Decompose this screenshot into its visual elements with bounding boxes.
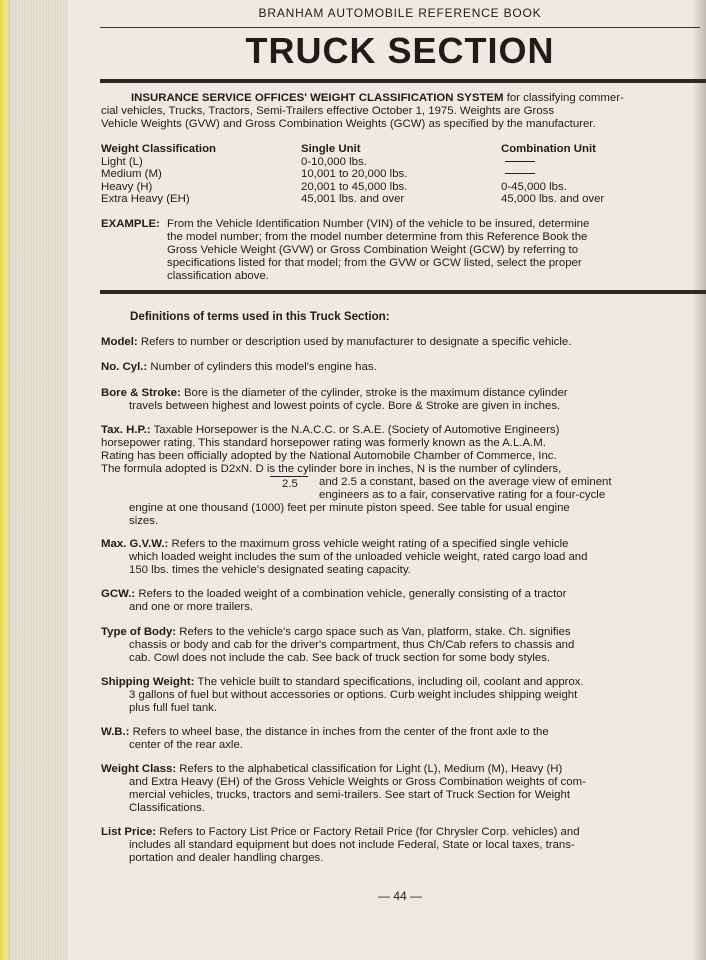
column-single-unit: [301, 143, 407, 206]
definition-text: Refers to Factory List Price or Factory Retail Price (for Chrysler Corp. vehicles) and: [159, 826, 580, 838]
example-line: From the Vehicle Identification Number (VIN) of the vehicle to be insured, determine: [167, 218, 590, 230]
intro-line-2: cial vehicles, Trucks, Tractors, Semi-Trailers effective October 1, 1975. Weights are Gross: [101, 105, 555, 117]
fraction-denominator: 2.5: [282, 478, 298, 490]
dash-mark: [505, 173, 535, 174]
definition-cont: center of the rear axle.: [129, 739, 243, 751]
definition-cont: chassis or body and cab for the driver's compartment, thus Ch/Cab refers to chassis and: [129, 639, 575, 651]
example-text: [167, 218, 701, 283]
taxhp-line: horsepower rating. This standard horsepower rating was formerly known as the A.L.A.M.: [101, 437, 546, 449]
definition-cont: Classifications.: [129, 802, 205, 814]
term: Tax. H.P.:: [101, 424, 151, 436]
intro-paragraph: [101, 92, 701, 131]
definition-cont: portation and dealer handling charges.: [129, 852, 324, 864]
definition-bore-stroke: [101, 387, 701, 413]
spine-shadow: [692, 0, 706, 960]
example-line: classification above.: [167, 270, 269, 282]
intro-line-3: Vehicle Weights (GVW) and Gross Combination Weights (GCW) as specified by the manufacturer.: [101, 118, 596, 130]
title-rule: [100, 79, 706, 83]
term: Weight Class:: [101, 763, 177, 775]
definition-cont: 3 gallons of fuel but without accessories or options. Curb weight includes shipping weight: [129, 689, 578, 701]
dash-mark: [505, 161, 535, 162]
page-title: TRUCK SECTION: [245, 30, 555, 71]
definition-text: Refers to number or description used by manufacturer to designate a specific vehicle.: [140, 336, 572, 348]
taxhp-line: engineers as to a fair, conservative rating for a four-cycle: [319, 489, 606, 501]
definition-cont: which loaded weight includes the sum of the unloaded vehicle weight, rated cargo load and: [129, 551, 588, 563]
definition-text: Refers to wheel base, the distance in inches from the center of the front axle to the: [132, 726, 549, 738]
taxhp-line: Rating has been officially adopted by the National Automobile Chamber of Commerce, Inc.: [101, 450, 557, 462]
definition-cont: mercial vehicles, trucks, tractors and semi-trailers. See start of Truck Section for Weight: [129, 789, 571, 801]
header-weight-classification: Weight Classification: [101, 143, 216, 155]
definition-weight-class: [101, 763, 701, 815]
book-page-edges: [0, 0, 10, 960]
term: List Price:: [101, 826, 157, 838]
term: GCW.:: [101, 588, 136, 600]
definition-cont: and Extra Heavy (EH) of the Gross Vehicle Weights or Gross Combination weights of com-: [129, 776, 586, 788]
row-class: Light (L): [101, 155, 143, 168]
definition-cont: cab. Cowl does not include the cab. See back of truck section for some body styles.: [129, 652, 551, 664]
intro-lead: INSURANCE SERVICE OFFICES' WEIGHT CLASSIFICATION SYSTEM: [131, 92, 504, 104]
definition-type-of-body: [101, 626, 701, 665]
row-class: Extra Heavy (EH): [101, 193, 190, 205]
definition-cont: travels between highest and lowest points of cycle. Bore & Stroke are given in inches.: [129, 400, 561, 412]
row-combo-empty: [501, 156, 604, 169]
term: Bore & Stroke:: [101, 387, 181, 399]
row-single: 0-10,000 lbs.: [301, 155, 367, 168]
definition-tax-hp: [101, 424, 701, 528]
page-stack: [10, 0, 68, 960]
row-single: 45,001 lbs. and over: [301, 193, 405, 205]
running-header: BRANHAM AUTOMOBILE REFERENCE BOOK: [258, 6, 542, 20]
header-rule: [100, 27, 700, 28]
definition-cont: and one or more trailers.: [129, 601, 254, 613]
header-single-unit: Single Unit: [301, 143, 361, 155]
term: Model:: [101, 336, 138, 348]
intro-line-1: for classifying commer-: [506, 92, 624, 104]
taxhp-line: engine at one thousand (1000) feet per minute piston speed. See table for usual engine: [129, 502, 570, 514]
column-class: [101, 143, 216, 206]
taxhp-line: The formula adopted is D2xN. D is the cylinder bore in inches, N is the number of cylinders,: [101, 463, 562, 475]
term: W.B.:: [101, 726, 130, 738]
row-single: 20,001 to 45,000 lbs.: [301, 180, 408, 193]
definition-text: Refers to the alphabetical classification for Light (L), Medium (M), Heavy (H): [179, 763, 563, 775]
definition-text: Bore is the diameter of the cylinder, stroke is the maximum distance cylinder: [183, 387, 568, 399]
term: Shipping Weight:: [101, 676, 195, 688]
definition-text: Refers to the vehicle's cargo space such as Van, platform, stake. Ch. signifies: [179, 626, 571, 638]
definition-model: [101, 336, 701, 349]
definition-wb: [101, 726, 701, 752]
header-combination-unit: Combination Unit: [501, 143, 596, 155]
definition-cont: 150 lbs. times the vehicle's designated seating capacity.: [129, 564, 411, 576]
row-single: 10,001 to 20,000 lbs.: [301, 168, 408, 180]
definition-text: Refers to the maximum gross vehicle weight rating of a specified single vehicle: [171, 538, 569, 550]
fraction-bar: [270, 476, 308, 477]
section-rule: [100, 290, 706, 294]
page-number: — 44 —: [377, 889, 422, 903]
row-class: Heavy (H): [101, 180, 153, 193]
term: No. Cyl.:: [101, 361, 148, 373]
taxhp-line: sizes.: [129, 515, 159, 527]
row-combo: 45,000 lbs. and over: [501, 193, 605, 205]
example-line: the model number; from the model number determine from this Reference Book the: [167, 231, 588, 243]
definition-text: Number of cylinders this model's engine has.: [150, 361, 377, 373]
definition-max-gvw: [101, 538, 701, 577]
example-label: EXAMPLE:: [101, 218, 160, 230]
definition-gcw: [101, 588, 701, 614]
definition-text: The vehicle built to standard specifications, including oil, coolant and approx.: [197, 676, 584, 688]
definition-shipping-weight: [101, 676, 701, 715]
row-class: Medium (M): [101, 168, 162, 180]
definition-cont: includes all standard equipment but does not include Federal, State or local taxes, trans-: [129, 839, 575, 851]
definition-no-cyl: [101, 361, 701, 374]
row-combo: 0-45,000 lbs.: [501, 180, 567, 193]
term: Type of Body:: [101, 626, 177, 638]
definitions-heading: Definitions of terms used in this Truck Section:: [130, 310, 390, 323]
definition-text: Taxable Horsepower is the N.A.C.C. or S.A.E. (Society of Automotive Engineers): [153, 424, 560, 436]
definition-text: Refers to the loaded weight of a combination vehicle, generally consisting of a tractor: [138, 588, 567, 600]
row-combo-empty: [501, 168, 604, 181]
term: Max. G.V.W.:: [101, 538, 169, 550]
example-line: specifications listed for that model; from the GVW or GCW listed, select the proper: [167, 257, 582, 269]
taxhp-line: and 2.5 a constant, based on the average view of eminent: [319, 476, 612, 488]
definition-cont: plus full fuel tank.: [129, 702, 218, 714]
column-combination-unit: [501, 143, 604, 206]
definition-list-price: [101, 826, 701, 865]
example-line: Gross Vehicle Weight (GVW) or Gross Combination Weight (GCW) by referring to: [167, 244, 579, 256]
